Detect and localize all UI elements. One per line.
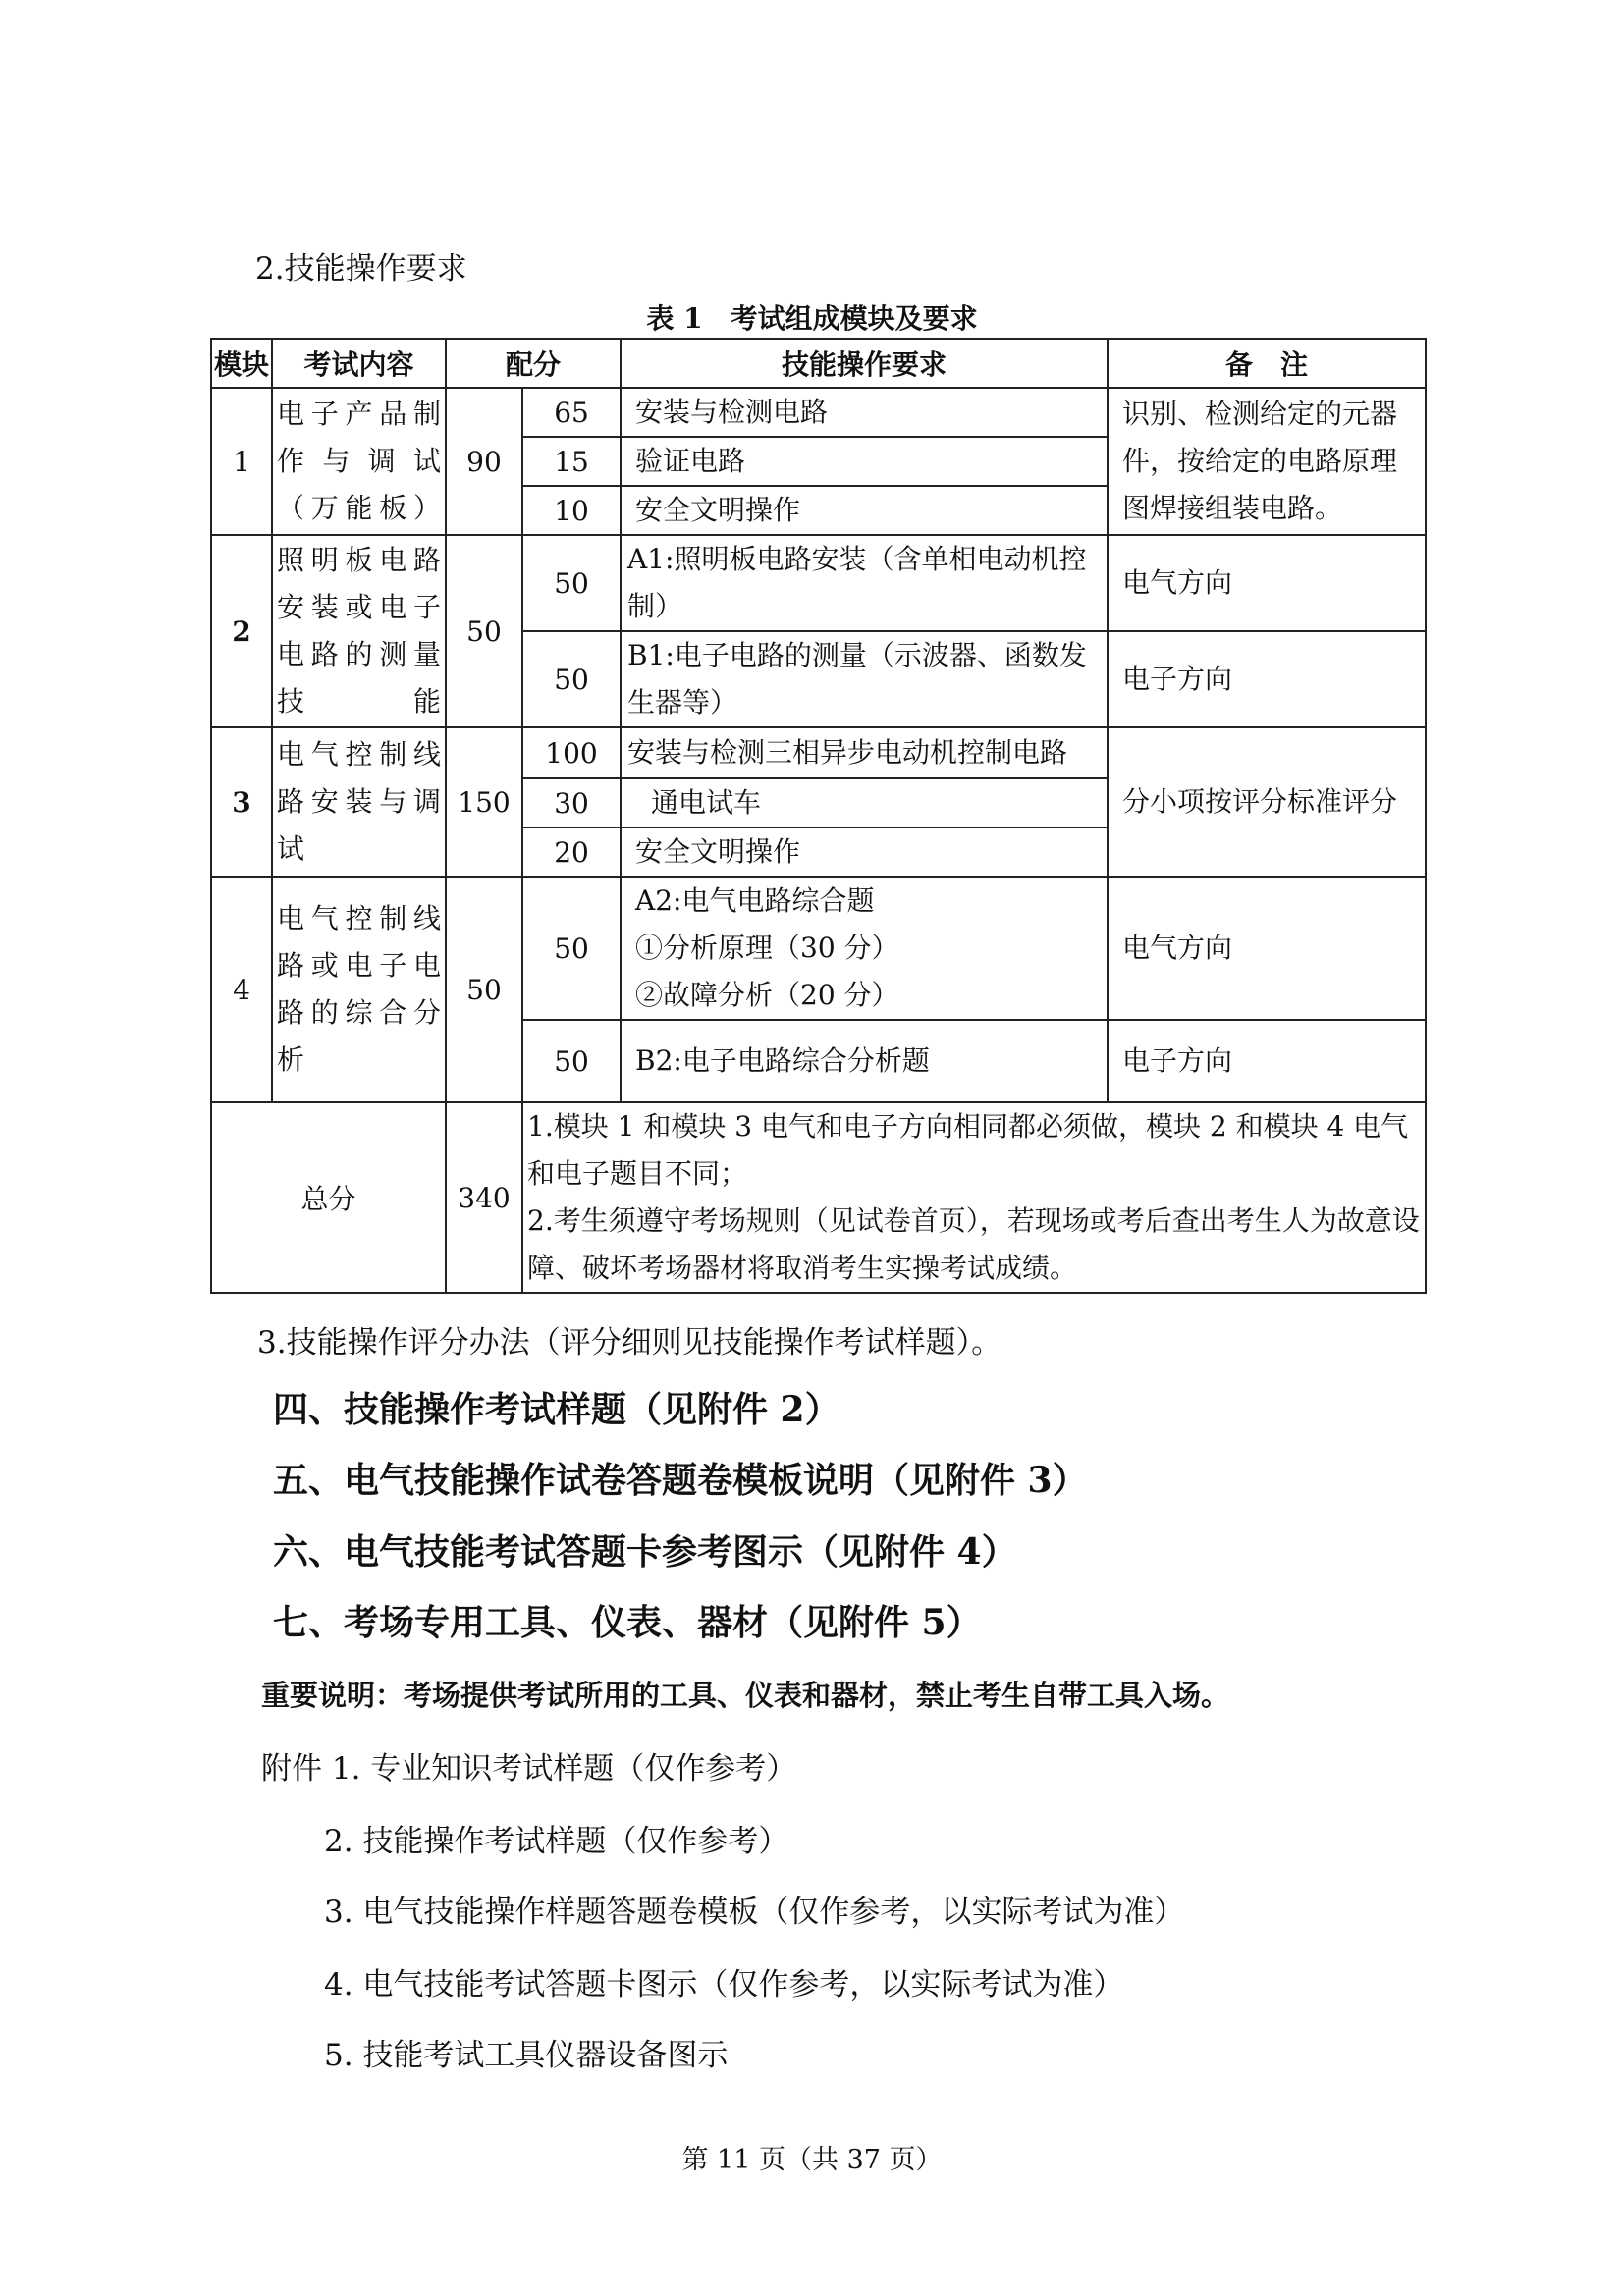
attachment-item: 5. 技能考试工具仪器设备图示 — [324, 2038, 729, 2073]
table-row — [211, 877, 1426, 1020]
table-row — [211, 535, 1426, 631]
attachment-item: 附件 1. 专业知识考试样题（仅作参考） — [261, 1751, 797, 1787]
sub-score: 50 — [522, 877, 621, 1020]
module-content: 电气控制线路安装与调试 — [272, 727, 446, 877]
table-row — [211, 727, 1426, 778]
sub-score: 10 — [522, 486, 621, 535]
section-four-heading: 四、技能操作考试样题（见附件 2） — [273, 1389, 840, 1430]
scoring-method: 3.技能操作评分办法（评分细则见技能操作考试样题）。 — [257, 1325, 1002, 1361]
sub-score: 65 — [522, 388, 621, 437]
sub-score: 30 — [522, 778, 621, 828]
section-heading-skill-requirements: 2.技能操作要求 — [255, 251, 467, 287]
module-remark: 识别、检测给定的元器件，按给定的电路原理图焊接组装电路。 — [1108, 388, 1426, 535]
attachment-item: 2. 技能操作考试样题（仅作参考） — [324, 1824, 789, 1859]
requirement-line: ②故障分析（20 分） — [635, 979, 899, 1011]
table-row-total — [211, 1102, 1426, 1293]
sub-requirement: 安装与检测三相异步电动机控制电路 — [621, 727, 1108, 778]
sub-requirement: B2:电子电路综合分析题 — [621, 1020, 1108, 1102]
header-remark: 备 注 — [1108, 339, 1426, 388]
module-content: 照明板电路安装或电子电路的测量技能 — [272, 535, 446, 727]
sub-requirement: 安全文明操作 — [621, 486, 1108, 535]
module-score: 90 — [446, 388, 522, 535]
module-remark: 分小项按评分标准评分 — [1108, 727, 1426, 877]
module-number: 2 — [211, 535, 272, 727]
attachment-item: 3. 电气技能操作样题答题卷模板（仅作参考，以实际考试为准） — [324, 1895, 1185, 1930]
sub-score: 50 — [522, 631, 621, 727]
module-score: 50 — [446, 877, 522, 1102]
attachment-item: 4. 电气技能考试答题卡图示（仅作参考，以实际考试为准） — [324, 1967, 1124, 2002]
sub-score: 100 — [522, 727, 621, 778]
table-header-row — [211, 339, 1426, 388]
sub-requirement: 通电试车 — [621, 778, 1108, 828]
sub-remark: 电子方向 — [1108, 1020, 1426, 1102]
sub-requirement: 安装与检测电路 — [621, 388, 1108, 437]
total-notes — [522, 1102, 1426, 1293]
sub-remark: 电气方向 — [1108, 877, 1426, 1020]
module-score: 150 — [446, 727, 522, 877]
module-number: 3 — [211, 727, 272, 877]
sub-score: 15 — [522, 437, 621, 486]
section-seven-heading: 七、考场专用工具、仪表、器材（见附件 5） — [273, 1602, 982, 1643]
header-requirement: 技能操作要求 — [621, 339, 1108, 388]
sub-score: 20 — [522, 828, 621, 877]
total-label: 总分 — [211, 1102, 446, 1293]
requirements-table — [210, 338, 1427, 1294]
sub-remark: 电子方向 — [1108, 631, 1426, 727]
section-six-heading: 六、电气技能考试答题卡参考图示（见附件 4） — [273, 1531, 1017, 1573]
module-content: 电子产品制作与调试（万能板） — [272, 388, 446, 535]
table-row — [211, 388, 1426, 437]
sub-requirement: 验证电路 — [621, 437, 1108, 486]
sub-requirement: B1:电子电路的测量（示波器、函数发生器等） — [621, 631, 1108, 727]
requirement-line: ①分析原理（30 分） — [635, 932, 899, 964]
sub-requirement — [621, 877, 1108, 1020]
total-score: 340 — [446, 1102, 522, 1293]
module-number: 1 — [211, 388, 272, 535]
requirement-line: A2:电气电路综合题 — [635, 884, 875, 917]
module-score: 50 — [446, 535, 522, 727]
page-footer: 第 11 页（共 37 页） — [681, 2145, 943, 2175]
section-five-heading: 五、电气技能操作试卷答题卷模板说明（见附件 3） — [273, 1460, 1088, 1501]
module-content: 电气控制线路或电子电路的综合分析 — [272, 877, 446, 1102]
table-caption: 表 1 考试组成模块及要求 — [646, 302, 978, 335]
total-note-1: 1.模块 1 和模块 3 电气和电子方向相同都必须做，模块 2 和模块 4 电气和电子题目不同； — [527, 1110, 1409, 1190]
total-note-2: 2.考生须遵守考场规则（见试卷首页），若现场或考后查出考生人为故意设障、破坏考场器材将取消考生实操考试成绩。 — [527, 1204, 1420, 1284]
important-note: 重要说明：考场提供考试所用的工具、仪表和器材，禁止考生自带工具入场。 — [261, 1679, 1230, 1712]
sub-remark: 电气方向 — [1108, 535, 1426, 631]
header-module: 模块 — [211, 339, 272, 388]
sub-score: 50 — [522, 535, 621, 631]
module-number: 4 — [211, 877, 272, 1102]
header-content: 考试内容 — [272, 339, 446, 388]
sub-requirement: A1:照明板电路安装（含单相电动机控制） — [621, 535, 1108, 631]
sub-requirement: 安全文明操作 — [621, 828, 1108, 877]
sub-score: 50 — [522, 1020, 621, 1102]
header-score: 配分 — [446, 339, 621, 388]
